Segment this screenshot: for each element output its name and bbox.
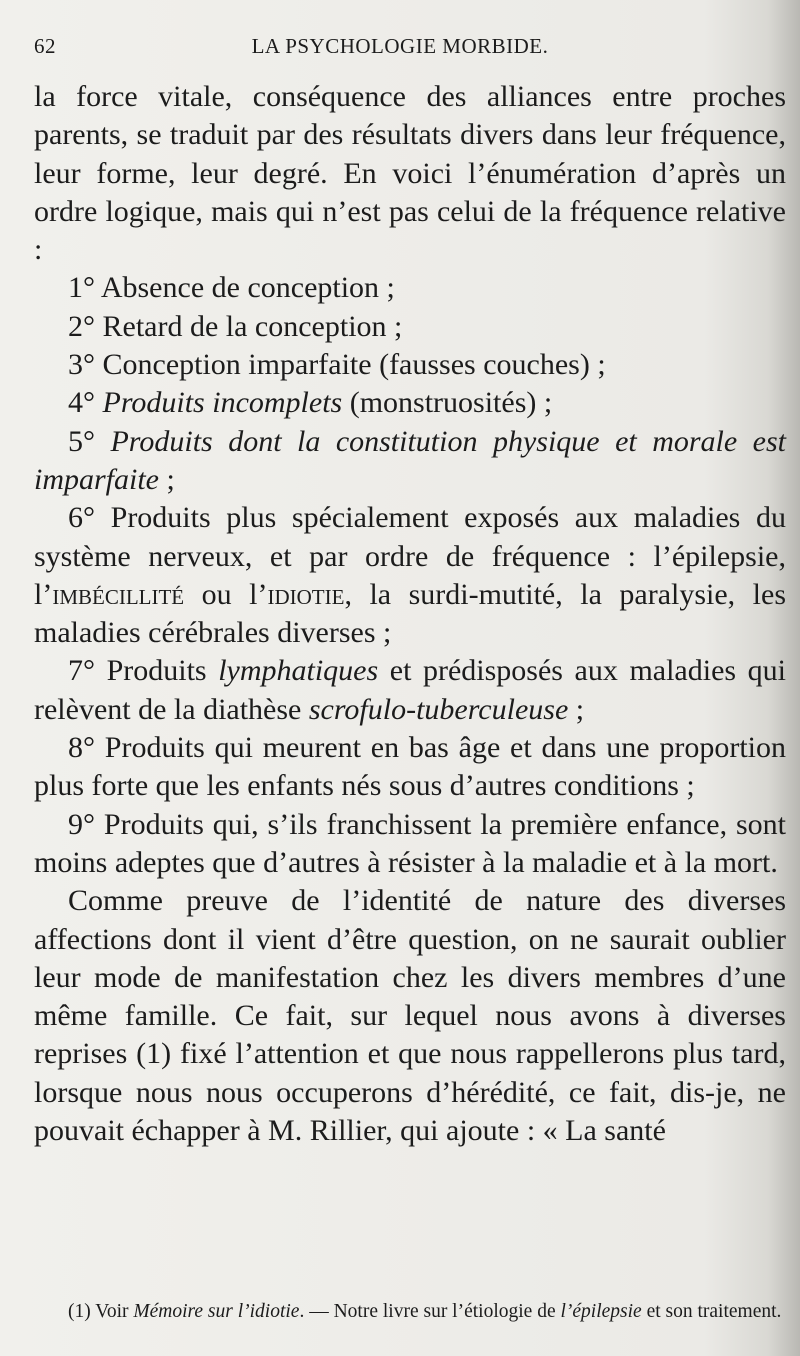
list-item-6-part-b: ou l’ bbox=[184, 577, 268, 611]
page-header bbox=[34, 34, 766, 64]
footnote-emphasis-2: l’épilepsie bbox=[560, 1301, 642, 1322]
list-item-4 bbox=[34, 384, 786, 422]
list-item-1: 1° Absence de conception ; bbox=[68, 271, 395, 305]
list-item-6-smallcaps-1: imbécillité bbox=[52, 577, 185, 611]
list-item-7-part-b: et prédisposés aux maladies qui relèvent de la diathèse bbox=[34, 654, 786, 726]
list-item-4-emphasis: Produits incomplets bbox=[102, 386, 343, 420]
list-item-7-emphasis-1: lymphatiques bbox=[218, 654, 379, 688]
footnote-part-a: (1) Voir bbox=[68, 1301, 134, 1322]
list-item-6 bbox=[34, 499, 786, 652]
list-item-5 bbox=[34, 423, 786, 500]
footnote-text bbox=[34, 1300, 786, 1324]
list-item-7 bbox=[34, 652, 786, 729]
page-number: 62 bbox=[34, 34, 56, 58]
intro-paragraph: la force vitale, conséquence des alliances entre proches parents, se traduit par des résultats divers dans leur fréquence, leur forme, leur degré. En voici l’énumération d’après un ordre logique, mais qui n’est pas celui de la fréquence relative : bbox=[34, 80, 786, 267]
list-item-6-smallcaps-2: idiotie bbox=[267, 577, 345, 611]
list-item-5-number: 5° bbox=[68, 424, 111, 458]
body-text bbox=[34, 78, 786, 1150]
list-item-9: 9° Produits qui, s’ils franchissent la première enfance, sont moins adeptes que d’autres à résister à la maladie et à la mort. bbox=[34, 807, 786, 879]
footnote bbox=[34, 1300, 786, 1324]
list-item-7-emphasis-2: scrofulo-tuberculeuse bbox=[308, 692, 569, 726]
list-item-5-rest: ; bbox=[159, 462, 175, 496]
list-item-6-part-a: 6° Produits plus spécialement exposés aux maladies du système nerveux, et par ordre de fréquence : l’épilepsie, l’ bbox=[34, 501, 786, 611]
footnote-part-c: et son traitement. bbox=[641, 1301, 782, 1322]
footnote-part-b: . — Notre livre sur l’étiologie de bbox=[299, 1301, 561, 1322]
list-item-4-number: 4° bbox=[68, 386, 103, 420]
list-item-6-part-c: , la surdi-mutité, la paralysie, les maladies cérébrales diverses ; bbox=[34, 577, 786, 650]
closing-paragraph: Comme preuve de l’identité de nature des diverses affections dont il vient d’être question, on ne saurait oublier leur mode de manifestation chez les divers membres d’une même famille. Ce fait, sur lequel nous avons à diverses reprises (1) fixé l’attention et que nous rappellerons plus tard, lorsque nous nous occuperons d’hérédité, ce fait, dis-je, ne pouvait échapper à M. Rillier, qui ajoute : « La santé bbox=[34, 884, 786, 1148]
list-item-3: 3° Conception imparfaite (fausses couches) ; bbox=[68, 348, 606, 382]
list-item-8: 8° Produits qui meurent en bas âge et dans une proportion plus forte que les enfants nés sous d’autres conditions ; bbox=[34, 731, 786, 803]
list-item-5-emphasis: Produits dont la constitution physique et morale est imparfaite bbox=[34, 424, 786, 496]
list-item-2: 2° Retard de la conception ; bbox=[68, 309, 403, 343]
list-item-4-rest: (monstruosités) ; bbox=[342, 386, 553, 420]
footnote-emphasis-1: Mémoire sur l’idiotie bbox=[133, 1301, 300, 1322]
list-item-7-part-a: 7° Produits bbox=[68, 654, 219, 688]
running-title: LA PSYCHOLOGIE MORBIDE. bbox=[251, 34, 549, 58]
list-item-7-part-c: ; bbox=[568, 692, 585, 726]
